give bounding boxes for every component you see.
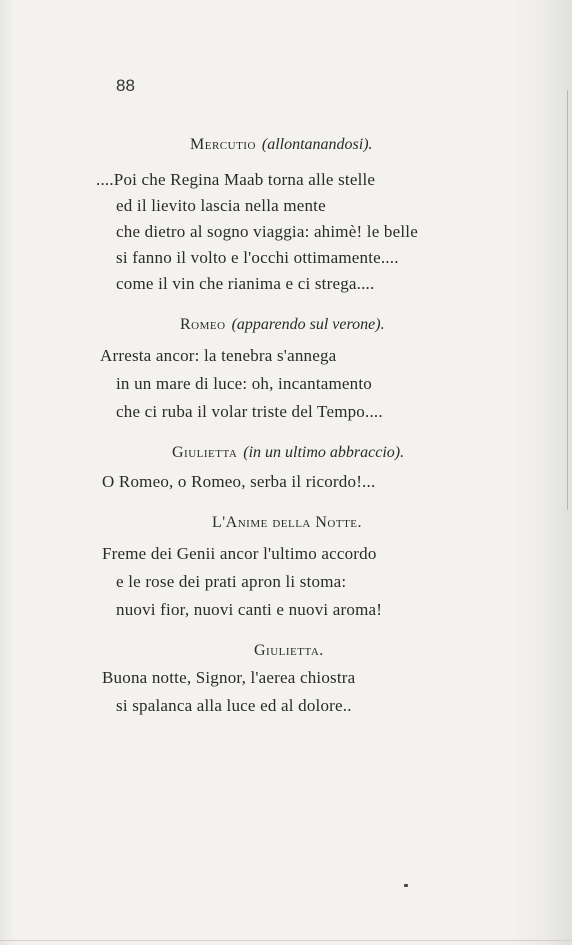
- speaker-name: Giulietta: [172, 444, 238, 461]
- speaker-heading-giulietta: [172, 444, 404, 462]
- verse-line: che ci ruba il volar triste del Tempo....: [116, 402, 383, 421]
- verse-line: ....Poi che Regina Maab torna alle stelle: [96, 170, 376, 189]
- verse-line: si spalanca alla luce ed al dolore..: [116, 696, 352, 715]
- verse-line: si fanno il volto e l'occhi ottimamente....: [116, 248, 399, 267]
- stage-direction: (allontanandosi).: [261, 136, 373, 153]
- ink-speck: [404, 884, 408, 887]
- verse-line: Buona notte, Signor, l'aerea chiostra: [102, 668, 356, 687]
- speaker-heading-romeo: [180, 316, 385, 334]
- page-edge-line: [567, 90, 568, 510]
- verse-line: che dietro al sogno viaggia: ahimè! le belle: [116, 222, 418, 241]
- speaker-heading-anime-della-notte: [212, 514, 362, 532]
- speaker-heading-mercutio: [190, 136, 373, 154]
- page-number: 88: [116, 76, 135, 95]
- verse-line: Arresta ancor: la tenebra s'annega: [100, 346, 337, 365]
- verse-line: ed il lievito lascia nella mente: [116, 196, 326, 215]
- page-gutter-shade: [0, 0, 14, 945]
- verse-line: in un mare di luce: oh, incantamento: [116, 374, 372, 393]
- speaker-heading-giulietta-second: [254, 642, 324, 660]
- stage-direction: (in un ultimo abbraccio).: [243, 444, 405, 461]
- verse-line: O Romeo, o Romeo, serba il ricordo!...: [102, 472, 376, 491]
- speaker-name: L'Anime della Notte.: [212, 514, 363, 531]
- speaker-name: Giulietta.: [254, 642, 324, 659]
- page-edge-shadow: [512, 0, 572, 945]
- speaker-name: Romeo: [180, 316, 226, 333]
- speaker-name: Mercutio: [190, 136, 256, 153]
- verse-line: e le rose dei prati apron li stoma:: [116, 572, 347, 591]
- verse-line: come il vin che rianima e ci strega....: [116, 274, 375, 293]
- page-bottom-edge: [0, 940, 572, 941]
- verse-line: Freme dei Genii ancor l'ultimo accordo: [102, 544, 377, 563]
- verse-line: nuovi fior, nuovi canti e nuovi aroma!: [116, 600, 383, 619]
- stage-direction: (apparendo sul verone).: [231, 316, 385, 333]
